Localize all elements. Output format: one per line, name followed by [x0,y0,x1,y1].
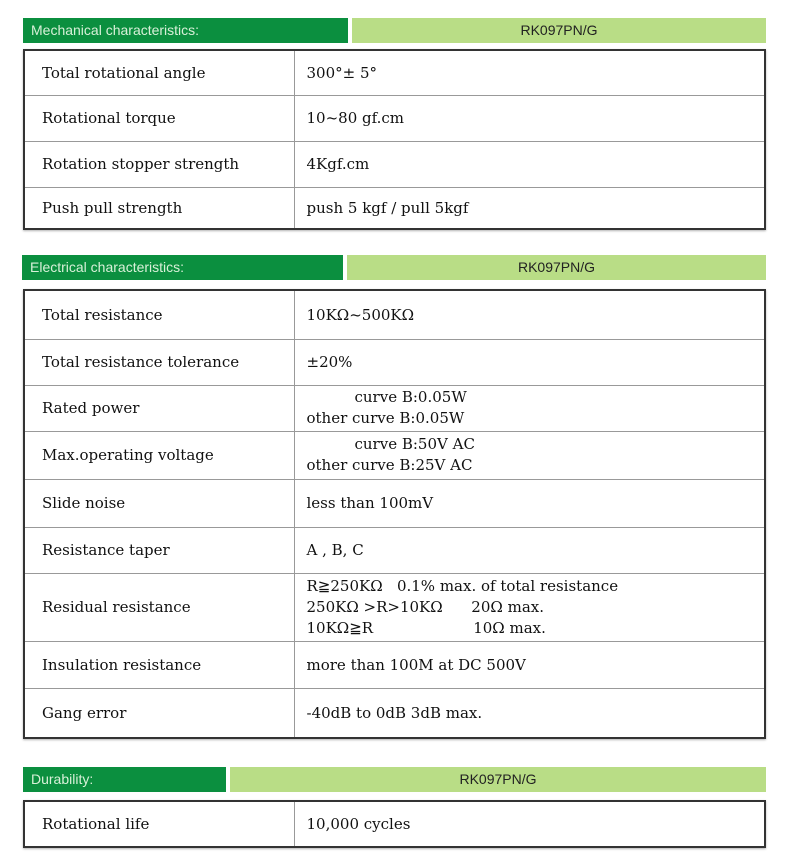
spec-label: Insulation resistance [24,641,294,688]
table-row [24,339,765,385]
spec-label: Gang error [24,688,294,738]
mechanical-header [0,18,790,43]
electrical-header [0,255,790,280]
durability-model-label: RK097PN/G [230,767,766,792]
spec-value-line: R≧250KΩ 0.1% max. of total resistance [306,576,619,595]
spec-value-line: 250KΩ >R>10KΩ 20Ω max. [306,597,544,616]
table-row [24,50,765,95]
electrical-model-label: RK097PN/G [347,255,766,280]
durability-section-title: Durability: [23,767,226,792]
spec-value: ±20% [294,339,765,385]
table-row [24,688,765,738]
spec-label: Rated power [24,385,294,431]
spec-value: push 5 kgf / pull 5kgf [294,187,765,229]
electrical-table [23,289,766,739]
spec-value: A , B, C [294,527,765,573]
mechanical-table [23,49,766,230]
spec-label: Slide noise [24,479,294,527]
spec-label: Rotational torque [24,95,294,141]
spec-value-line: other curve B:25V AC [306,456,473,474]
table-row [24,290,765,339]
table-row [24,479,765,527]
electrical-section-title: Electrical characteristics: [22,255,343,280]
table-row [24,187,765,229]
spec-label: Push pull strength [24,187,294,229]
spec-label: Total rotational angle [24,50,294,95]
spec-value-line: 10KΩ≧R 10Ω max. [306,618,546,637]
table-row [24,573,765,641]
spec-label: Total resistance [24,290,294,339]
spec-value: 4Kgf.cm [294,141,765,187]
spec-value: 300°± 5° [294,50,765,95]
spec-value: 10,000 cycles [294,801,765,847]
table-row [24,527,765,573]
durability-table [23,800,766,848]
table-row [24,95,765,141]
spec-label: Resistance taper [24,527,294,573]
spec-value: 10~80 gf.cm [294,95,765,141]
table-row [24,801,765,847]
mechanical-model-label: RK097PN/G [352,18,766,43]
spec-label: Rotational life [24,801,294,847]
spec-value: more than 100M at DC 500V [294,641,765,688]
spec-value: -40dB to 0dB 3dB max. [294,688,765,738]
spec-label: Total resistance tolerance [24,339,294,385]
spec-label: Max.operating voltage [24,431,294,479]
table-row [24,141,765,187]
table-row [24,641,765,688]
durability-header [0,767,790,792]
mechanical-section-title: Mechanical characteristics: [23,18,348,43]
spec-value: 10KΩ~500KΩ [294,290,765,339]
spec-value-line: curve B:50V AC [354,435,475,453]
spec-label: Rotation stopper strength [24,141,294,187]
table-row [24,385,765,431]
spec-value-line: curve B:0.05W [354,388,467,406]
spec-label: Residual resistance [24,573,294,641]
table-row [24,431,765,479]
spec-value-line: other curve B:0.05W [306,409,465,427]
spec-value: less than 100mV [294,479,765,527]
